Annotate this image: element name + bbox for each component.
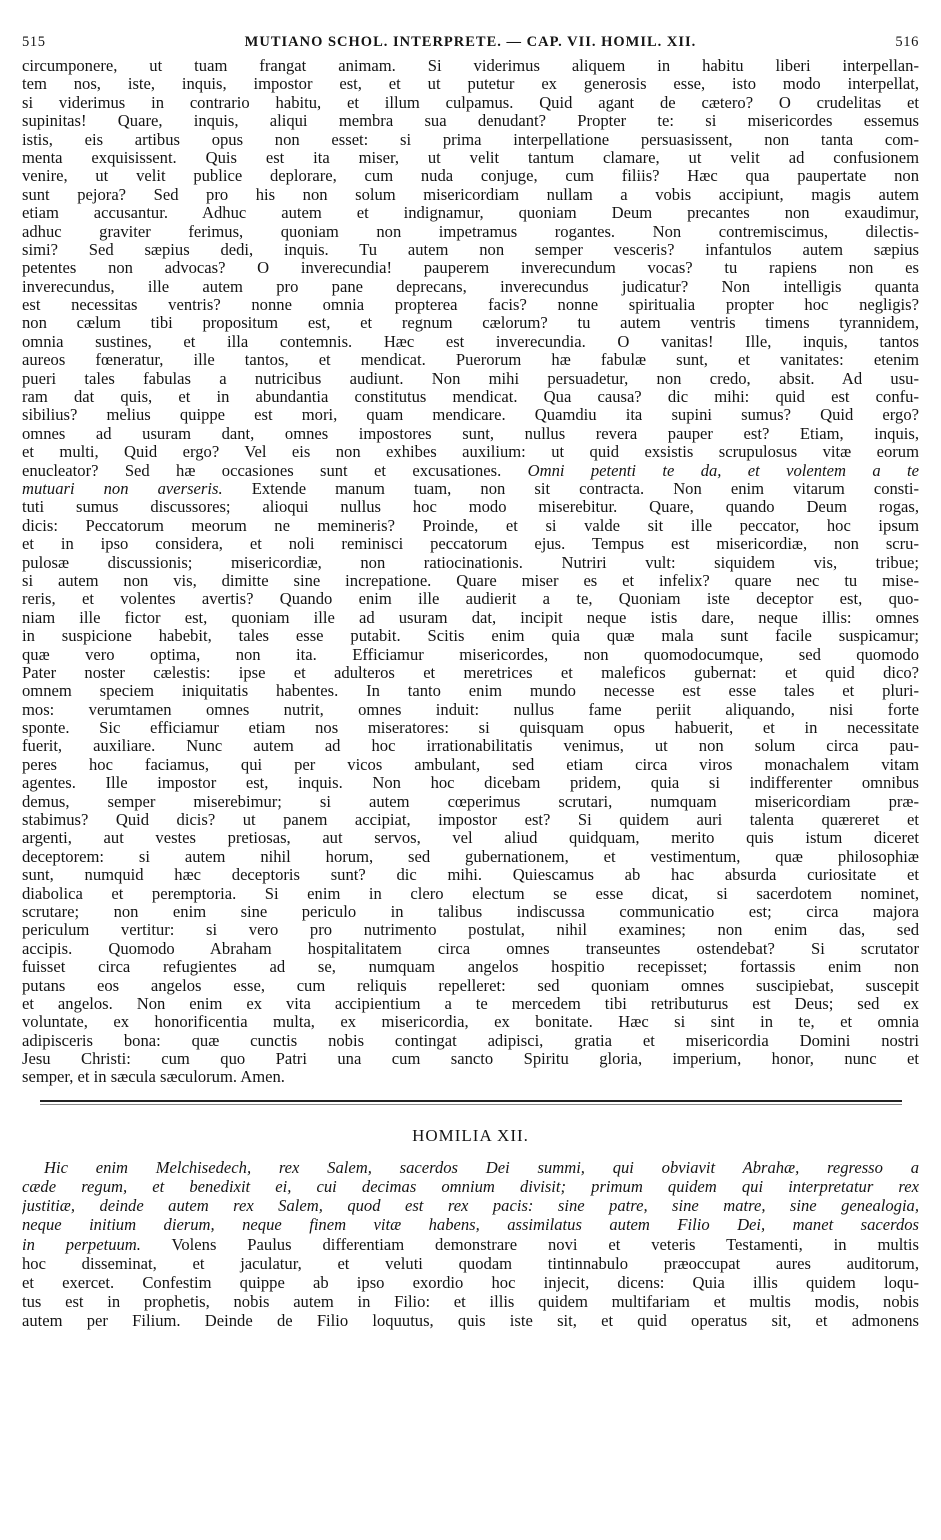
text-line: putans eos angelos esse, cum reliquis repelleret: sed quoniam omnes suscipiebat, suscepit [22,976,919,995]
text-line: diabolica et peremptoria. Si enim in clero electum se esse dicat, si sacerdotem nominet, [22,884,919,903]
text-line: est necessitas ventris? nonne omnia propterea facis? nonne spiritualia propter hoc negligis? [22,296,919,315]
text-line: etiam accusantur. Adhuc autem et indignamur, quoniam Deum precantes non exaudimur, [22,204,919,223]
text-line: demus, semper miserebimur; si autem cœperimus scrutari, numquam misericordiam præ- [22,792,919,811]
text-line: pulosæ discussionis; misericordiæ, non ratiocinationis. Nutriri vult: siquidem vis, tribue; [22,553,919,572]
text-line: periculum vertitur: si vero pro nutrimento postulat, nihil examines; non enim das, sed [22,921,919,940]
text-line: fuerit, auxiliare. Nunc autem ad hoc irrationabilitatis venimus, ut non solum circa pau- [22,737,919,756]
scripture-quote: Omni petenti te da, et volentem a te [527,461,919,480]
text-line: simi? Sed sæpius dedi, inquis. Tu autem non semper vesceris? infantulos autem sæpius [22,240,919,259]
page [22,34,919,1331]
homily-line [22,1196,919,1215]
text-line: adhuc graviter ferimus, quoniam non impetramus rogantes. Non contremiscimus, dilectis- [22,222,919,241]
text-line: Jesu Christi: cum quo Patri una cum sancto Spiritu gloria, imperium, honor, nunc et [22,1050,919,1069]
text-line: venire, ut velit publice deplorare, cum nuda conjuge, cum filiis? Hæc qua paupertate non [22,167,919,186]
text-segment: autem per Filium. Deinde de Filio loquutus, quis iste sit, et quid operatus sit, et admonens [22,1311,919,1331]
text-segment: Extende manum tuam, non sit contracta. Non enim vitarum consti- [222,479,919,498]
running-header [22,34,919,56]
text-line: adipisceris bona: quæ cunctis nobis contingat adipisci, gratia et misericordia Domini nostri [22,1031,919,1050]
homily-line [22,1292,919,1311]
text-line: stabimus? Quid dicis? ut panem accipiat, impostor est? Si quidem auri talenta quæreret et [22,811,919,830]
running-title: MUTIANO SCHOL. INTERPRETE. — CAP. VII. HOMIL. XII. [244,34,697,50]
text-line: circumponere, ut tuam frangat animam. Si viderimus aliquem in habitu liberi interpellan- [22,57,919,75]
text-segment: Volens Paulus differentiam demonstrare novi et veteris Testamenti, in multis [140,1234,919,1254]
left-page-number: 515 [22,34,46,50]
text-segment: et exercet. Confestim quippe ab ipso exordio hoc injecit, dicens: Quia illis quidem loqu- [22,1273,919,1292]
text-line: deceptorem: si autem nihil horum, sed gubernationem, et vestimentum, quæ philosophiæ [22,847,919,866]
text-line: quæ vero optima, non ita. Efficiamur misericordes, non quomodocumque, sed quomodo [22,645,919,664]
text-line: reris, et volentes avertis? Quando enim ille audierit a te, Quoniam iste deceptor est, quo- [22,590,919,609]
homily-line [22,1177,919,1196]
text-line: et multi, Quid ergo? Vel eis non exhibes auxilium: ut quid exsistis scrupulosus vitæ eorum [22,443,919,462]
text-line: petentes non advocas? O inverecundia! pauperem inverecundum vocas? tu rapiens non es [22,259,919,278]
text-line: supinitas! Quare, inquis, aliqui membra sua denudant? Propter te: si misericordes essemus [22,112,919,131]
homily-text [22,1158,919,1331]
text-line: inverecundus, ille autem pro pane deprecans, inverecundus judicatur? Non intelligis quanta [22,277,919,296]
text-segment: tus est in prophetis, nobis autem in Filio: et illis quidem multifariam et multis modis, nobis [22,1292,919,1312]
text-line: omnia sustines, et illa contemnis. Hæc est inverecundia. O vanitas! Ille, inquis, tantos [22,332,919,351]
scripture-quote: mutuari non averseris. [22,479,223,498]
text-line [22,462,919,480]
homily-line [22,1311,919,1330]
text-line: peres hoc faciamus, qui per vicos ambulant, sed etiam circa viros monachalem vitam [22,755,919,774]
text-line: fuisset circa refugientes ad se, numquam angelos hospitio recepisset; fortassis enim non [22,958,919,977]
text-line: argenti, aut vestes pretiosas, aut servos, vel aliud quidquam, merito quis istum diceret [22,829,919,848]
scripture-quote: justitiæ, deinde autem rex Salem, quod est rex pacis: sine patre, sine matre, sine genealogia, [22,1196,919,1216]
scripture-quote: neque initium dierum, neque finem vitæ habens, assimilatus autem Filio Dei, manet sacerdos [22,1215,919,1235]
text-line: sunt, numquid hæc deceptoris sunt? dic mihi. Quiescamus ab hac absurda curiositate et [22,866,919,885]
text-line: dicis: Peccatorum meorum ne memineris? Proinde, et si valde sit ille peccator, hoc ipsum [22,516,919,535]
scripture-quote: cæde regum, et benedixit ei, cui decimas omnium divisit; primum quidem qui interpretatur rex [22,1177,919,1197]
homily-line [22,1158,919,1177]
right-page-number: 516 [895,34,919,50]
text-line: tuti sumus discussores; alioqui nullus hoc modo miserebitur. Quare, quando Deum rogas, [22,498,919,517]
text-line [22,480,919,498]
text-line: omnes ad usuram dant, omnes impostores sunt, nullus revera pauper est? Etiam, inquis, [22,424,919,443]
scripture-quote: Hic enim Melchisedech, rex Salem, sacerdos Dei summi, qui obviavit Abrahæ, regresso a [44,1157,919,1177]
homily-line [22,1235,919,1254]
text-line: omnem speciem iniquitatis habentes. In tanto enim mundo necesse est esse tales et pluri- [22,682,919,701]
text-line: agentes. Ille impostor est, inquis. Non hoc dicebam pridem, quia si indifferenter omnibus [22,774,919,793]
text-line: in suspicione habebit, tales esse putabit. Scitis enim quia quæ mala sunt facile suspicamur; [22,627,919,646]
text-line: si autem non vis, dimitte sine increpatione. Quare miser es et infelix? quare nec tu mise- [22,571,919,590]
homily-line [22,1215,919,1234]
text-line: aureos fœneratur, ille tantos, et mendicat. Puerorum hæ fabulæ sunt, et vanitates: etenim [22,351,919,370]
homily-line [22,1273,919,1292]
text-line: Pater noster cælestis: ipse et adulteros et meretrices et maleficos gubernat: et quid dico? [22,663,919,682]
text-line: menta exquisissent. Quis est ita miser, ut velit tantum clamare, ut velit ad confusionem [22,148,919,167]
section-divider [40,1100,902,1105]
text-line: mos: verumtamen omnes nutrit, omnes induit: nullus fame periit aliquando, nisi forte [22,700,919,719]
text-line: sibilius? melius quippe est mori, quam mendicare. Quamdiu ita supini sumus? Quid ergo? [22,406,919,425]
text-line: istis, eis artibus opus non esset: si prima interpellatione persuasissent, non tanta com- [22,130,919,149]
text-line: et in ipso considera, et noli reminisci peccatorum ejus. Tempus est misericordiæ, non scru- [22,535,919,554]
text-line: voluntate, ex honorificentia multa, ex misericordia, ex bonitate. Hæc si sint in te, et omnia [22,1013,919,1032]
text-line: sponte. Sic efficiamur etiam nos miseratores: si quisquam opus habuerit, et in necessitate [22,719,919,738]
text-line: accipis. Quomodo Abraham hospitalitatem circa omnes transeuntes ostendebat? Si scrutator [22,939,919,958]
text-segment: hoc disseminat, et jaculatur, et veluti quodam tintinnabulo præoccupat aures auditorum, [22,1253,919,1273]
text-line: ram dat quis, et in abundantia constitutus mendicat. Qua causa? dic mihi: quid est confu- [22,388,919,407]
body-text [22,57,919,1087]
homily-title: HOMILIA XII. [412,1125,529,1145]
text-line: si viderimus in contrario habitu, et illum culpamus. Quid agant de cætero? O crudelitas et [22,93,919,112]
text-segment: enucleator? Sed hæ occasiones sunt et excusationes. [22,461,528,480]
scripture-quote: in perpetuum. [22,1234,141,1254]
text-line: sunt pejora? Sed pro his non solum misericordiam nullam a vobis accipiunt, magis autem [22,185,919,204]
text-line: tem nos, iste, inquis, impostor est, et ut putetur ex generosis esse, isto modo interpellat, [22,75,919,94]
text-line: pueri tales fabulas a nutricibus audiunt. Non mihi persuadetur, non credo, absit. Ad usu- [22,369,919,388]
text-line: semper, et in sæcula sæculorum. Amen. [22,1068,285,1087]
text-line: scrutare; non enim sine periculo in talibus indiscussa communicatio est; circa majora [22,902,919,921]
text-line: niam ille fictor est, quoniam ille ad usuram dat, incipit neque istis dare, neque illis: omnes [22,608,919,627]
homily-line [22,1254,919,1273]
text-line: non cælum tibi propositum est, et regnum cælorum? tu autem ventris timens tyrannidem, [22,314,919,333]
text-line: et angelos. Non enim ex vita accipientium a te mercedem tibi retributurus est Deus; sed ex [22,994,919,1013]
